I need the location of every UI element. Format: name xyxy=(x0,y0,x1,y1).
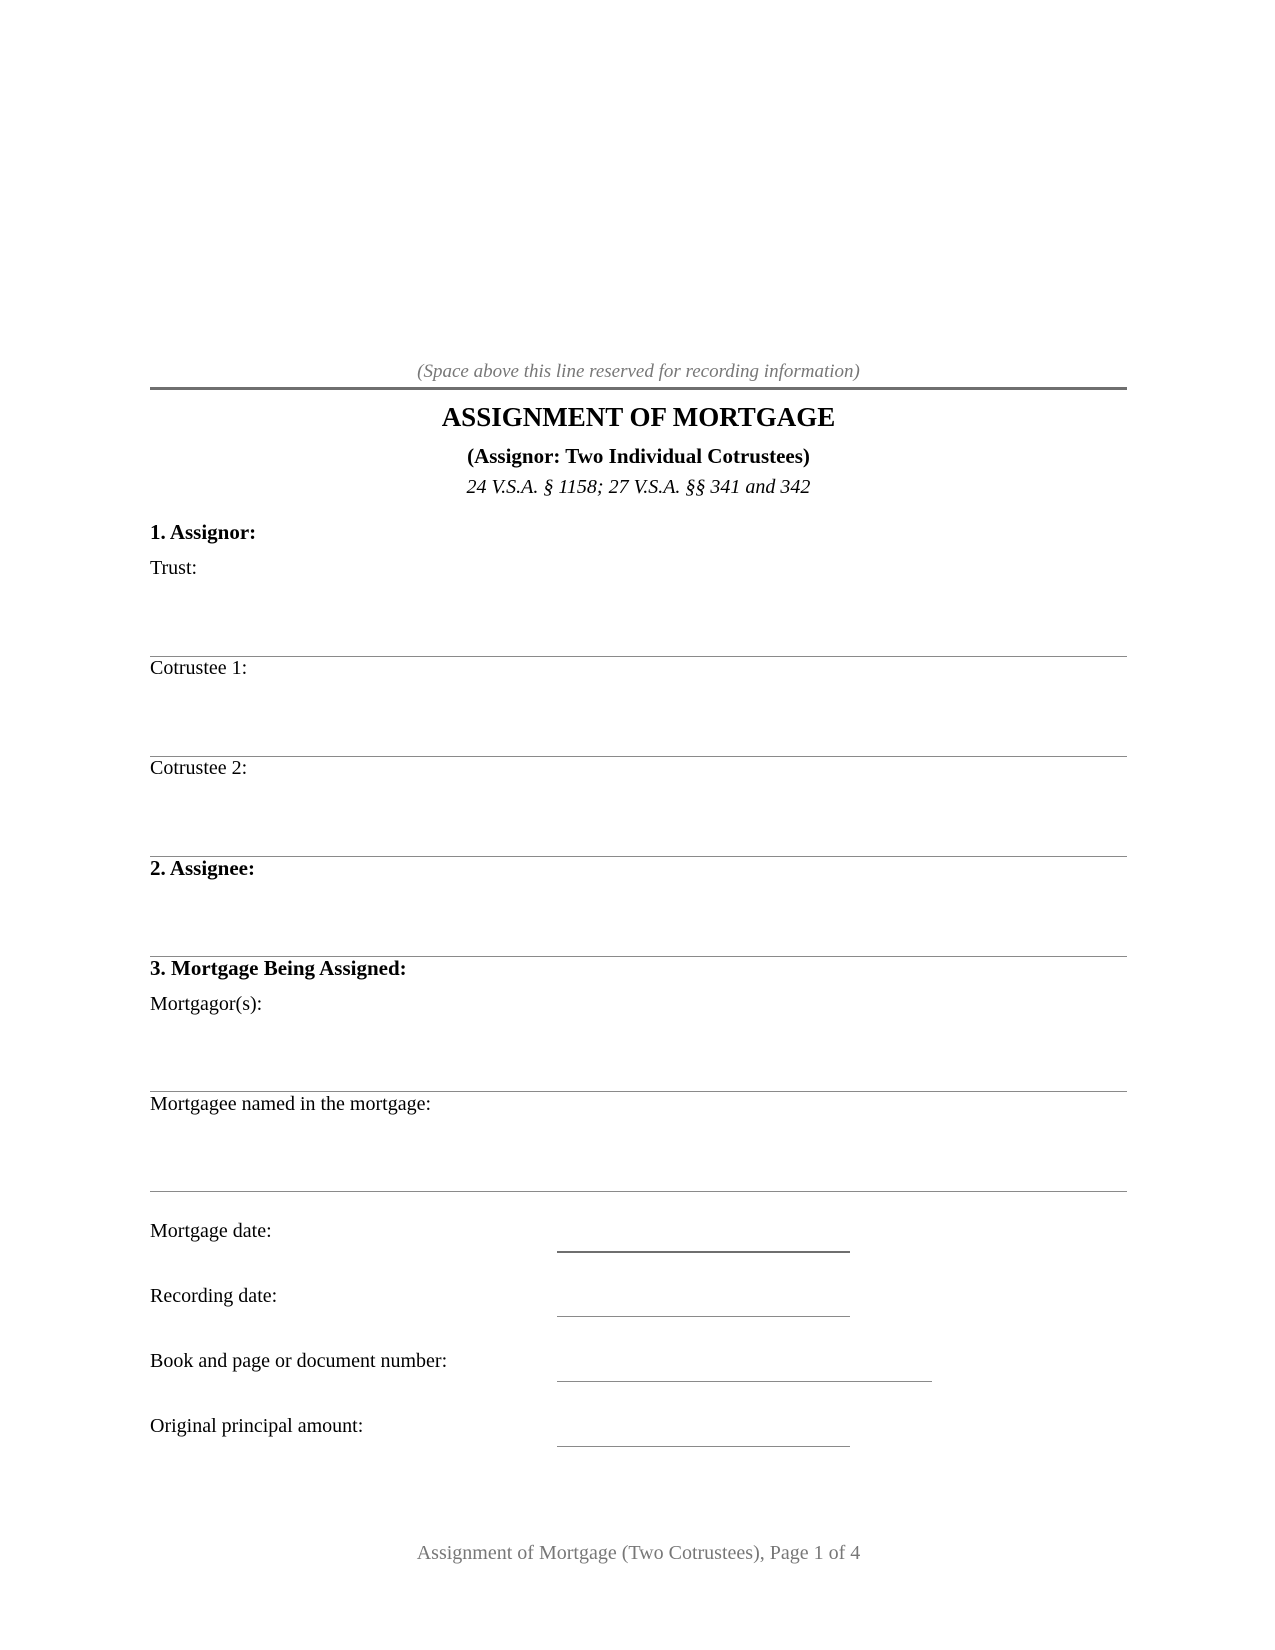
recording-space-note: (Space above this line reserved for recording information) xyxy=(417,361,860,382)
document-subtitle: (Assignor: Two Individual Cotrustees) xyxy=(467,444,810,468)
trust-entry-line[interactable] xyxy=(150,656,1127,657)
mortgage-date-label: Mortgage date: xyxy=(150,1220,272,1242)
recording-space-divider xyxy=(150,387,1127,390)
recording-date-label: Recording date: xyxy=(150,1285,278,1307)
cotrustee-2-entry-line[interactable] xyxy=(150,856,1127,857)
cotrustee-1-entry-line[interactable] xyxy=(150,756,1127,757)
document-title: ASSIGNMENT OF MORTGAGE xyxy=(441,402,836,432)
cotrustee-2-label: Cotrustee 2: xyxy=(150,757,248,779)
page-footer: Assignment of Mortgage (Two Cotrustees), Page 1 of 4 xyxy=(416,1542,861,1564)
section-assignor-heading: 1. Assignor: xyxy=(150,520,257,544)
principal-amount-label: Original principal amount: xyxy=(150,1415,364,1437)
recording-date-entry-line[interactable] xyxy=(557,1316,850,1317)
mortgagee-label: Mortgagee named in the mortgage: xyxy=(150,1093,432,1115)
mortgagee-entry-line[interactable] xyxy=(150,1191,1127,1192)
cotrustee-1-label: Cotrustee 1: xyxy=(150,657,248,679)
principal-amount-entry-line[interactable] xyxy=(557,1446,850,1447)
book-page-entry-line[interactable] xyxy=(557,1381,932,1382)
trust-label: Trust: xyxy=(150,557,198,579)
mortgagors-label: Mortgagor(s): xyxy=(150,993,263,1015)
section-assignee-heading: 2. Assignee: xyxy=(150,856,255,880)
statute-citation: 24 V.S.A. § 1158; 27 V.S.A. §§ 341 and 342 xyxy=(466,476,811,498)
mortgage-date-entry-line[interactable] xyxy=(557,1251,850,1253)
book-page-label: Book and page or document number: xyxy=(150,1350,448,1372)
section-mortgage-heading: 3. Mortgage Being Assigned: xyxy=(150,956,407,980)
